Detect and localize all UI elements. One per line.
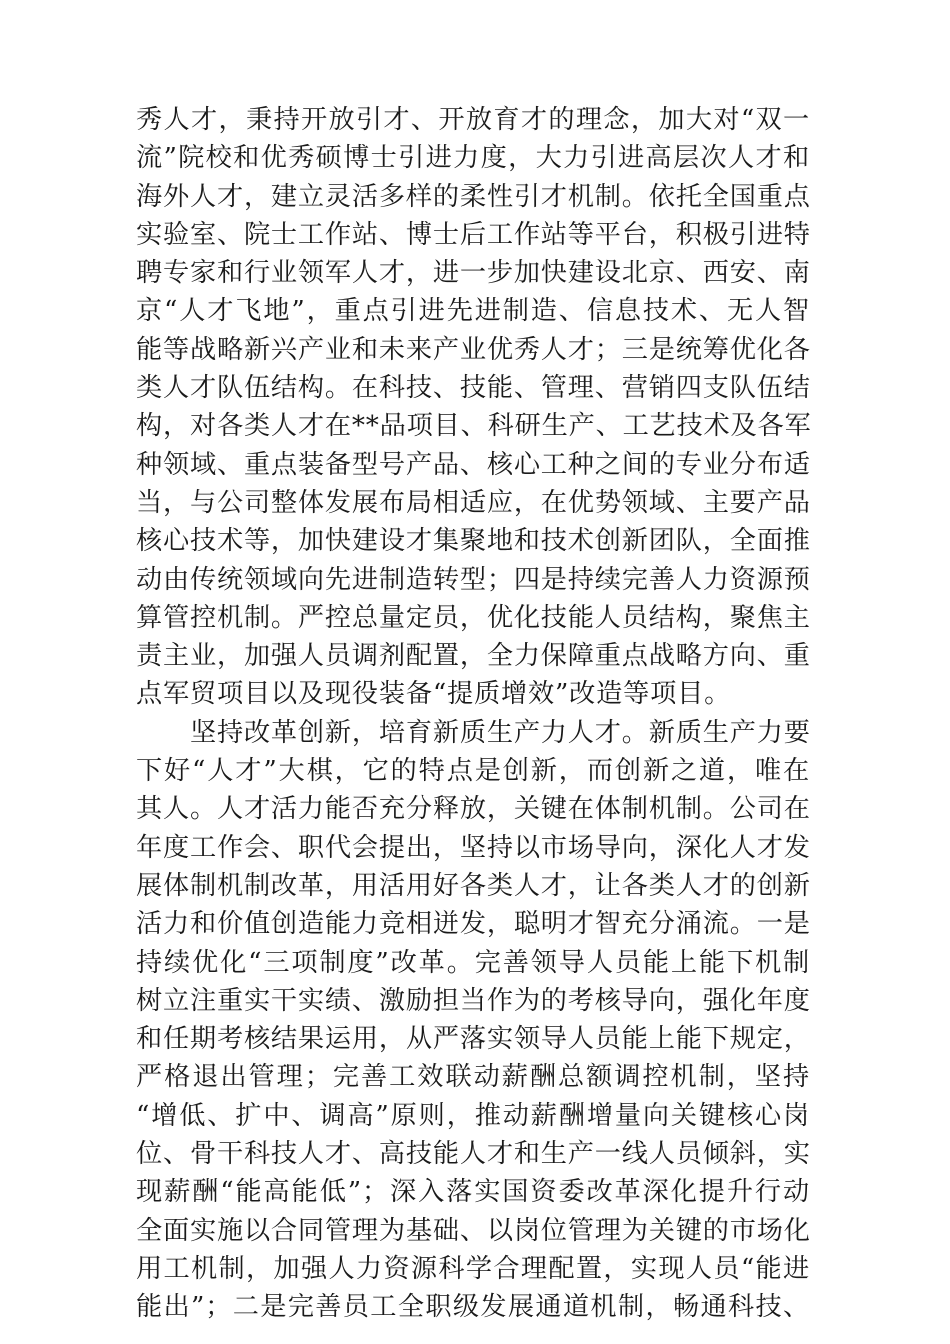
- text-line: 秀人才，秉持开放引才、开放育才的理念，加大对“双一: [136, 105, 810, 135]
- text-line: 实验室、院士工作站、博士后工作站等平台，积极引进特: [136, 219, 811, 250]
- paragraph-end-line: 点军贸项目以及现役装备“提质增效”改造等项目。: [136, 679, 732, 710]
- text-line: 类人才队伍结构。在科技、技能、管理、营销四支队伍结: [136, 373, 811, 404]
- text-line: 海外人才，建立灵活多样的柔性引才机制。依托全国重点: [136, 181, 811, 212]
- text-line: 聘专家和行业领军人才，进一步加快建设北京、西安、南: [136, 258, 811, 289]
- text-line: “增低、扩中、调高”原则，推动薪酬增量向关键核心岗: [136, 1100, 810, 1131]
- text-line: 用工机制，加强人力资源科学合理配置，实现人员“能进: [136, 1253, 810, 1284]
- text-line: 流”院校和优秀硕博士引进力度，大力引进高层次人才和: [136, 143, 810, 174]
- text-line: 构，对各类人才在**品项目、科研生产、工艺技术及各军: [136, 411, 812, 442]
- text-line: 严格退出管理；完善工效联动薪酬总额调控机制，坚持: [136, 1062, 810, 1093]
- text-line: 年度工作会、职代会提出，坚持以市场导向，深化人才发: [136, 832, 811, 863]
- text-line: 和任期考核结果运用，从严落实领导人员能上能下规定，: [136, 1024, 811, 1055]
- text-line: 下好“人才”大棋，它的特点是创新，而创新之道，唯在: [136, 756, 810, 787]
- text-line: 算管控机制。严控总量定员，优化技能人员结构，聚焦主: [136, 602, 811, 633]
- text-line: 树立注重实干实绩、激励担当作为的考核导向，强化年度: [136, 985, 811, 1016]
- text-line: 当，与公司整体发展布局相适应，在优势领域、主要产品: [136, 487, 811, 518]
- text-line: 责主业，加强人员调剂配置，全力保障重点战略方向、重: [136, 641, 811, 672]
- text-line: 京“人才飞地”，重点引进先进制造、信息技术、无人智: [136, 296, 810, 327]
- text-line: 全面实施以合同管理为基础、以岗位管理为关键的市场化: [136, 1215, 811, 1246]
- text-line: 种领域、重点装备型号产品、核心工种之间的专业分布适: [136, 449, 811, 480]
- text-line: 持续优化“三项制度”改革。完善领导人员能上能下机制: [136, 947, 810, 978]
- text-line: 核心技术等，加快建设才集聚地和技术创新团队，全面推: [136, 526, 811, 557]
- paragraph-start-line: 坚持改革创新，培育新质生产力人才。新质生产力要: [136, 717, 811, 748]
- text-line: 能出”；二是完善员工全职级发展通道机制，畅通科技、: [136, 1292, 810, 1323]
- text-line: 能等战略新兴产业和未来产业优秀人才；三是统筹优化各: [136, 334, 811, 365]
- text-line: 位、骨干科技人才、高技能人才和生产一线人员倾斜，实: [136, 1139, 811, 1170]
- text-line: 其人。人才活力能否充分释放，关键在体制机制。公司在: [136, 794, 811, 825]
- body-text: [136, 101, 810, 1327]
- text-line: 现薪酬“能高能低”；深入落实国资委改革深化提升行动: [136, 1177, 810, 1208]
- text-line: 动由传统领域向先进制造转型；四是持续完善人力资源预: [136, 564, 811, 595]
- text-line: 活力和价值创造能力竞相迸发，聪明才智充分涌流。一是: [136, 909, 811, 940]
- text-line: 展体制机制改革，用活用好各类人才，让各类人才的创新: [136, 870, 811, 901]
